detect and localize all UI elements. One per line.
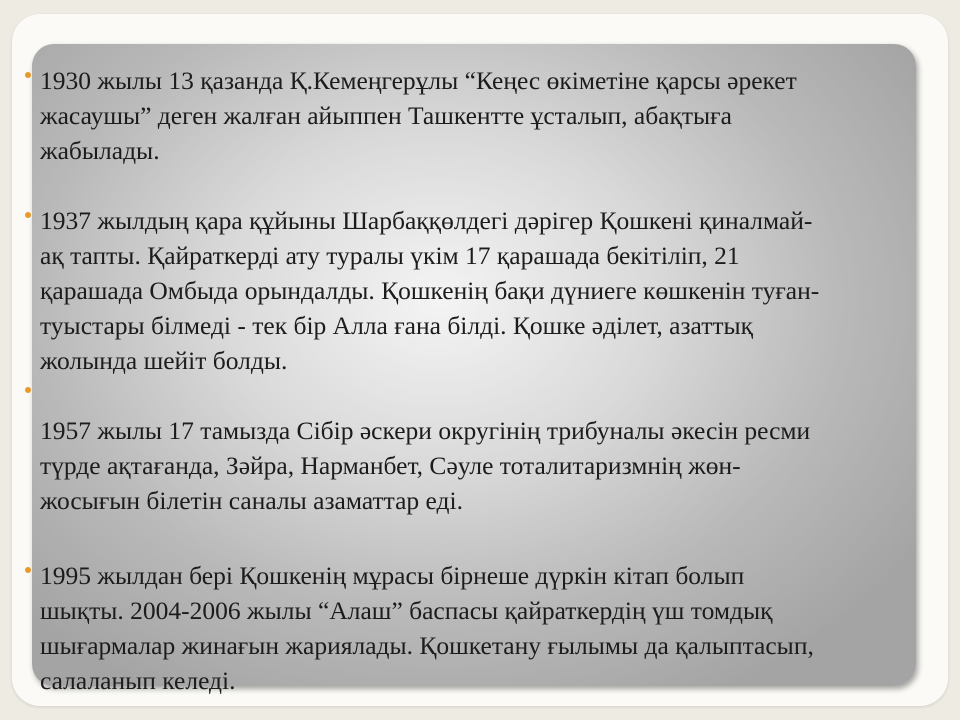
bullet-item-4	[40, 413, 920, 518]
bullet-item-1	[40, 63, 920, 168]
bullet-dot-icon	[25, 387, 31, 393]
bullet-text: 1937 жылдың қара құйыны Шарбаққөлдегі дәрігер Қошкені қиналмай- ақ тапты. Қайраткерді ату туралы үкім 17 қарашада бекітіліп, 21 қарашада Омбыда орындалды. Қошкенің бақи дүниеге көшкенін туған- туыстары білмеді - тек бір Алла ғана білді. Қошке әділет, азаттық жолында шейіт болды.	[40, 206, 820, 375]
bullet-text: 1995 жылдан бері Қошкенің мұрасы бірнеше дүркін кітап болып шықты. 2004-2006 жылы “Алаш” баспасы қайраткердің үш томдық шығармалар жинағын жариялады. Қошкетану ғылымы да қалыптасып, салаланып келеді.	[40, 561, 814, 695]
bullet-dot-icon	[25, 72, 31, 78]
bullet-item-5	[40, 558, 920, 698]
bullet-text: 1957 жылы 17 тамызда Сібір әскери округінің трибуналы әкесін ресми түрде ақтағанда, Зәйра, Нарманбет, Сәуле тоталитаризмнің жөн- жосығын білетін саналы азаматтар еді.	[40, 416, 811, 515]
bullet-item-2	[40, 203, 920, 378]
bullet-dot-icon	[25, 212, 31, 218]
bullet-text: 1930 жылы 13 қазанда Қ.Кемеңгерұлы “Кеңес өкіметіне қарсы әрекет жасаушы” деген жалған айыппен Ташкентте ұсталып, абақтыға жабылады.	[40, 66, 797, 165]
bullet-dot-icon	[25, 567, 31, 573]
